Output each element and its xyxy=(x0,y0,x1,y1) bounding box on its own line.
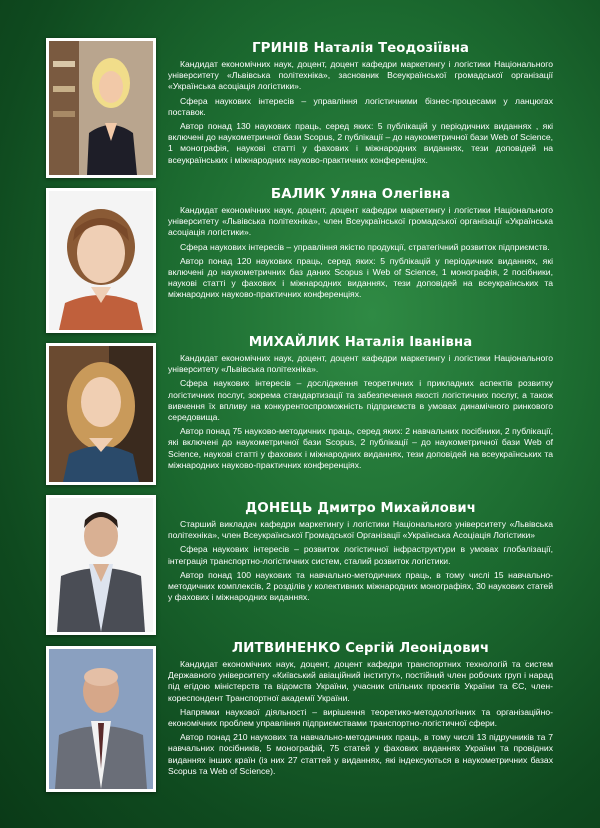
author-bio-paragraph: Автор понад 100 наукових та навчально-методичних праць, в тому числі 15 навчально-методичних комплексів, 2 розділів у колективних міжнародних монографіях, 30 наукових статей у фахових і міжнародних виданнях. xyxy=(168,569,553,603)
author-name: МИХАЙЛИК Наталія Іванівна xyxy=(248,334,473,350)
author-bio-paragraph: Кандидат економічних наук, доцент, доцент кафедри маркетингу і логістики Національного університету «Львівська політехніка», член Всеукраїнської громадської організації «Українська асоціація логістики». xyxy=(168,205,553,238)
author-bio-paragraph: Автор понад 130 наукових праць, серед яких: 5 публікацій у періодичних виданнях , які включені до наукометричної бази Scopus, 2 публікації – до наукометричної бази Web of Science, 1 монографія, наукові статті у фахових і міжнародних виданнях, тези доповідей на всеукраїнських і міжнародних науково-практичних конференціях. xyxy=(168,121,553,165)
author-photo xyxy=(46,38,156,178)
author-bio-paragraph: Автор понад 75 науково-методичних праць, серед яких: 2 навчальних посібники, 2 публікації, які включені до наукометричної бази Scopus, 2 публікації – до наукометричної бази Web of Science, наукові статті у фахових і міжнародних виданнях, тези доповідей на всеукраїнських та міжнародних науково-практичних конференціях. xyxy=(168,426,553,470)
author-bio-paragraph: Автор понад 210 наукових та навчально-методичних праць, в тому числі 13 підручників та 7 навчальних посібників, 5 монографій, 75 статей у фахових виданнях України та провідних виданнях інших країн (із них 27 статтей у виданнях, які індексуються в наукометричних базах Scopus та Web of Science). xyxy=(168,732,553,776)
author-name: ЛИТВИНЕНКО Сергій Леонідович xyxy=(231,640,490,656)
author-name: ГРИНІВ Наталія Теодозіївна xyxy=(251,40,470,56)
author-bio-paragraph: Кандидат економічних наук, доцент, доцент кафедри маркетингу і логістики Національного університету «Львівська політехніка». xyxy=(168,353,553,375)
author-bio-paragraph: Сфера наукових інтересів – управління якістю продукції, стратегічний розвиток підприємств. xyxy=(180,241,550,252)
author-bio-paragraph: Сфера наукових інтересів – управління логістичними бізнес-процесами у ланцюгах поставок. xyxy=(168,95,553,117)
author-bio-paragraph: Напрямки наукової діяльності – вирішення теоретико-методологічних та організаційно-економічних проблем управління підприємствами транспортно-логістичної сфери. xyxy=(168,706,553,729)
author-photo xyxy=(46,343,156,485)
author-name: ДОНЕЦЬ Дмитро Михайлович xyxy=(245,500,476,516)
author-photo xyxy=(46,646,156,792)
author-photo xyxy=(46,495,156,635)
author-bio-paragraph: Сфера наукових інтересів – розвиток логістичної інфраструктури в умовах глобалізації, інтеграція транспортно-логістичних систем, сталий розвиток логістики. xyxy=(168,544,553,566)
author-bio-paragraph: Автор понад 120 наукових праць, серед яких: 5 публікацій у періодичних виданнях, які включені до наукометричних баз даних Scopus і Web of Science, 1 монографія, 2 посібники, наукові статті у фахових і міжнародних виданнях, тези доповідей на всеукраїнських та міжнародних науково-практичних конференціях. xyxy=(168,255,553,300)
author-bio-paragraph: Сфера наукових інтересів – дослідження теоретичних і прикладних аспектів розвитку логістичних послуг, зокрема стандартизації та забезпечення якості логістичних послуг, а також вивчення їх впливу на конкурентоспроможність підприємств в умовах динамічного ринкового середовища. xyxy=(168,378,553,423)
author-photo xyxy=(46,188,156,333)
author-bio-paragraph: Кандидат економічних наук, доцент, доцент кафедри маркетингу і логістики Національного університету «Львівська політехніка», засновник Всеукраїнської громадської організації «Українська асоціація логістики». xyxy=(168,59,553,92)
author-bio-paragraph: Старший викладач кафедри маркетингу і логістики Національного університету «Львівська політехніка», член Всеукраїнської Громадської Організації «Українська Асоціація Логістики» xyxy=(168,519,553,541)
author-bio-paragraph: Кандидат економічних наук, доцент, доцент кафедри транспортних технологій та систем Державного університету «Київський авіаційний інститут», постійний член робочих груп і нарад під егідою міністерств та відомств України, учасник спільних проєктів України та ЄС, член-кореспондент Транспортної академії України. xyxy=(168,659,553,703)
author-name: БАЛИК Уляна Олегівна xyxy=(270,186,451,202)
